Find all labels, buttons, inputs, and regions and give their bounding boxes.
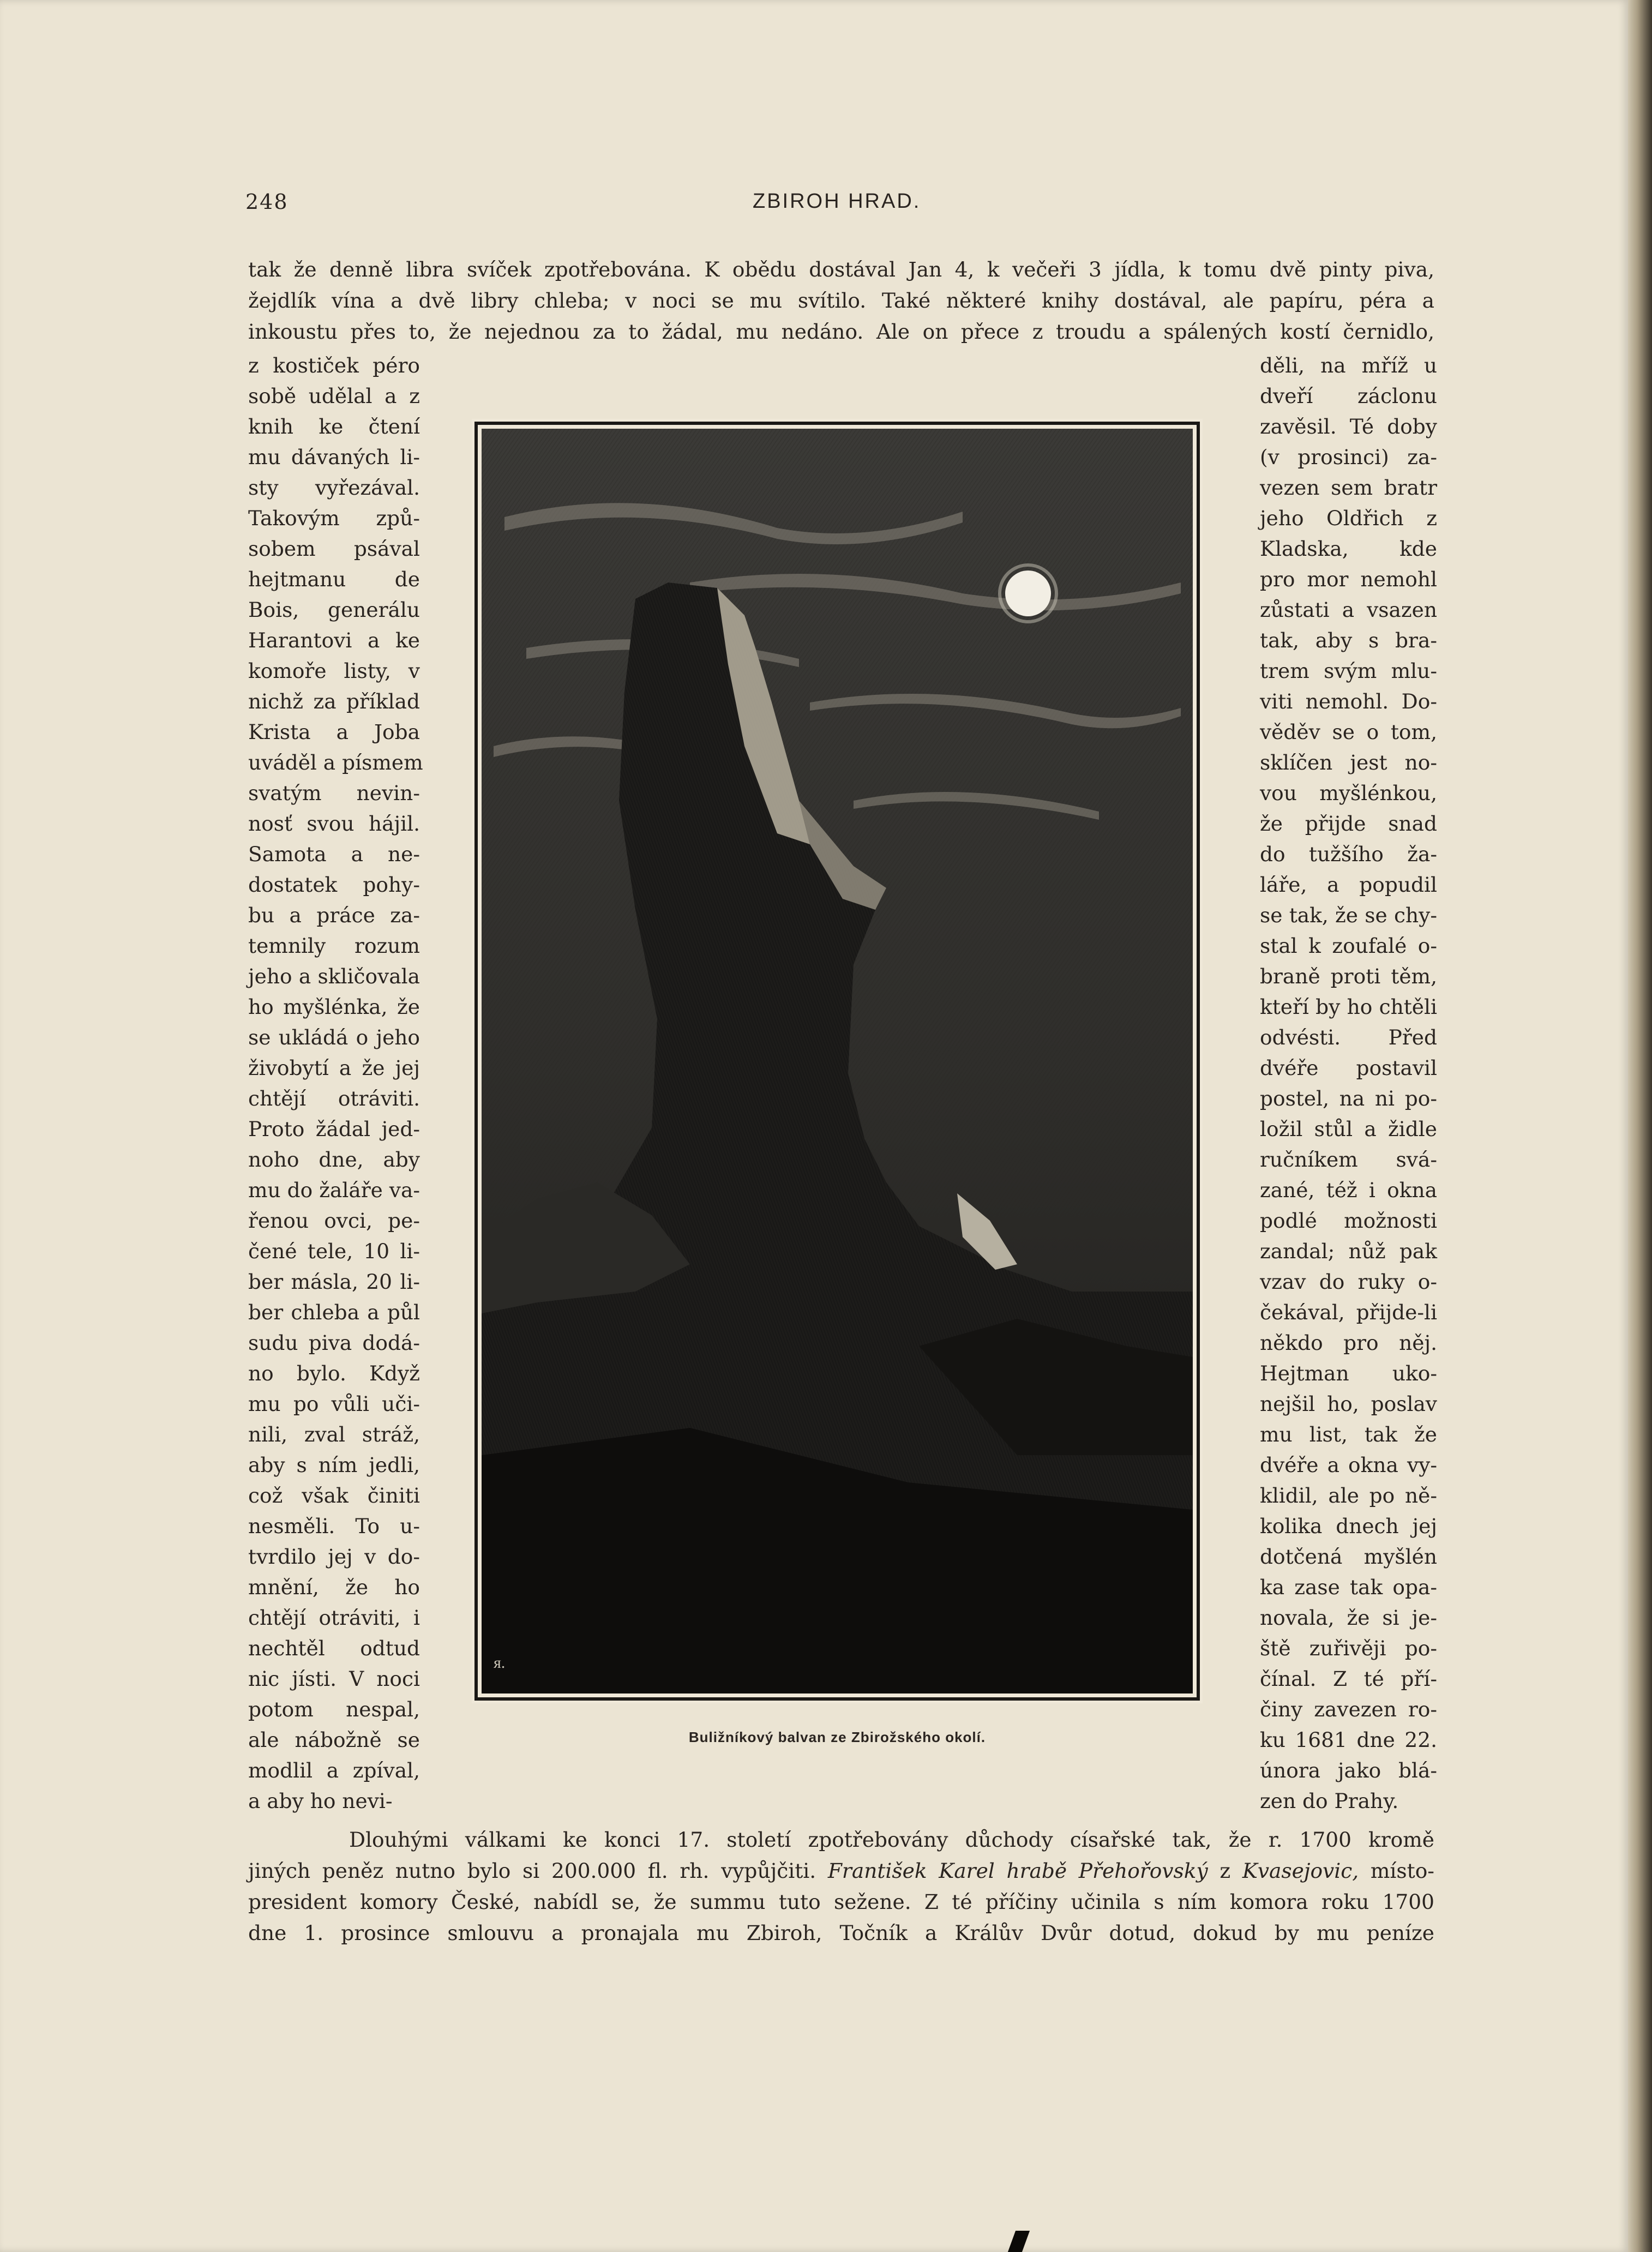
- left-column-line: mu dávaných li-: [248, 445, 420, 469]
- left-column-line: nic jísti. V noci: [248, 1667, 420, 1691]
- right-column-line: zané, též i okna: [1260, 1178, 1437, 1202]
- text-line-2: žejdlík vína a dvě libry chleba; v noci se mu svítilo. Také některé knihy dostával, ale papíru, péra a: [248, 289, 1434, 313]
- text-line-3: inkoustu přes to, že nejednou za to žádal, mu nedáno. Ale on přece z troudu a spálených kostí černidlo,: [248, 320, 1434, 344]
- left-column-line: Bois, generálu: [248, 598, 420, 622]
- right-column-line: postel, na ni po-: [1260, 1086, 1437, 1110]
- right-column-line: podlé možnosti: [1260, 1209, 1437, 1233]
- left-column-line: sudu piva dodá-: [248, 1331, 420, 1355]
- left-column-line: z kostiček péro: [248, 353, 420, 377]
- left-column-line: čené tele, 10 li-: [248, 1239, 420, 1263]
- right-column-line: věděv se o tom,: [1260, 720, 1437, 744]
- right-column-line: trem svým mlu-: [1260, 659, 1437, 683]
- left-column-line: ale nábožně se: [248, 1728, 420, 1752]
- right-column-line: dotčená myšlén: [1260, 1545, 1437, 1569]
- left-column-line: aby s ním jedli,: [248, 1453, 420, 1477]
- right-column-line: dveří záclonu: [1260, 384, 1437, 408]
- right-column-line: činy zavezen ro-: [1260, 1697, 1437, 1721]
- right-column-line: kolika dnech jej: [1260, 1514, 1437, 1538]
- right-column-line: vzav do ruky o-: [1260, 1270, 1437, 1294]
- figure-caption: Buližníkový balvan ze Zbirožského okolí.: [688, 1729, 986, 1745]
- left-column-line: knih ke čtení: [248, 415, 420, 439]
- right-column-line: ložil stůl a židle: [1260, 1117, 1437, 1141]
- left-column-line: ber másla, 20 li-: [248, 1270, 420, 1294]
- text-line-bottom-3: president komory České, nabídl se, že summu tuto sežene. Z té příčiny učinila s ním komora roku 1700: [248, 1890, 1434, 1914]
- right-column-line: února jako blá-: [1260, 1758, 1437, 1782]
- right-column-line: stal k zoufalé o-: [1260, 934, 1437, 958]
- right-column-line: láře, a popudil: [1260, 873, 1437, 897]
- left-column-line: dostatek pohy-: [248, 873, 420, 897]
- left-column-line: tvrdilo jej v do-: [248, 1545, 420, 1569]
- right-column-line: zen do Prahy.: [1260, 1789, 1399, 1813]
- left-column-line: Samota a ne-: [248, 842, 420, 866]
- right-column-line: čekával, přijde-li: [1260, 1300, 1437, 1324]
- right-column-line: Kladska, kde: [1260, 537, 1437, 561]
- text-segment: z: [1208, 1859, 1242, 1883]
- left-column-line: Harantovi a ke: [248, 628, 420, 652]
- right-column-line: pro mor nemohl: [1260, 567, 1437, 591]
- text-line-bottom-4: dne 1. prosince smlouvu a pronajala mu Zbiroh, Točník a Králův Dvůr dotud, dokud by mu peníze: [248, 1921, 1434, 1945]
- right-column-line: kteří by ho chtěli: [1260, 995, 1437, 1019]
- right-column-line: ště zuřivěji po-: [1260, 1636, 1437, 1660]
- left-column-line: Proto žádal jed-: [248, 1117, 420, 1141]
- left-column-line: což však činiti: [248, 1484, 420, 1508]
- engraving-signature: ᴙ.: [494, 1654, 506, 1672]
- right-column-line: zůstati a vsazen: [1260, 598, 1437, 622]
- left-text-column: [248, 350, 423, 1816]
- text-segment: jiných peněz nutno bylo si 200.000 fl. rh. vypůjčiti.: [248, 1859, 828, 1883]
- right-column-line: děli, na mříž u: [1260, 353, 1437, 377]
- right-column-line: ku 1681 dne 22.: [1260, 1728, 1437, 1752]
- left-column-line: temnily rozum: [248, 934, 420, 958]
- left-column-line: nechtěl odtud: [248, 1636, 420, 1660]
- left-column-line: živobytí a že jej: [248, 1056, 420, 1080]
- left-column-line: se ukládá o jeho: [248, 1025, 420, 1049]
- left-column-line: a aby ho nevi-: [248, 1789, 393, 1813]
- right-column-line: někdo pro něj.: [1260, 1331, 1437, 1355]
- page-number: 248: [245, 190, 289, 214]
- left-column-line: ber chleba a půl: [248, 1300, 420, 1324]
- left-column-line: mnění, že ho: [248, 1575, 420, 1599]
- text-line-bottom-1: Dlouhými válkami ke konci 17. století zpotřebovány důchody císařské tak, že r. 1700 kromě: [349, 1828, 1434, 1852]
- left-column-line: svatým nevin-: [248, 781, 420, 805]
- rock-engraving-image: [472, 419, 1203, 1703]
- right-column-line: ka zase tak opa-: [1260, 1575, 1437, 1599]
- right-column-line: tak, aby s bra-: [1260, 628, 1437, 652]
- right-column-line: že přijde snad: [1260, 812, 1437, 836]
- right-column-line: vou myšlénkou,: [1260, 781, 1437, 805]
- left-column-line: nesměli. To u-: [248, 1514, 420, 1538]
- right-text-column: [1260, 350, 1437, 1816]
- right-column-line: viti nemohl. Do-: [1260, 689, 1437, 713]
- left-column-line: potom nespal,: [248, 1697, 420, 1721]
- left-column-line: nichž za příklad: [248, 689, 420, 713]
- right-column-line: klidil, ale po ně-: [1260, 1484, 1437, 1508]
- running-head-title: ZBIROH HRAD.: [753, 190, 921, 213]
- right-column-line: dvéře a okna vy-: [1260, 1453, 1437, 1477]
- right-column-line: (v prosinci) za-: [1260, 445, 1437, 469]
- right-column-line: Hejtman uko-: [1260, 1361, 1437, 1385]
- left-column-line: chtějí otráviti, i: [248, 1606, 420, 1630]
- right-column-line: čínal. Z té pří-: [1260, 1667, 1437, 1691]
- running-head: [0, 190, 1628, 228]
- left-column-line: Krista a Joba: [248, 720, 420, 744]
- italic-name: František Karel hrabě Přehořovský: [827, 1859, 1208, 1883]
- left-column-line: komoře listy, v: [248, 659, 420, 683]
- right-column-line: ručníkem svá-: [1260, 1148, 1437, 1172]
- left-column-line: Takovým způ-: [248, 506, 420, 530]
- right-column-line: mu list, tak že: [1260, 1422, 1437, 1446]
- left-column-line: mu do žaláře va-: [248, 1178, 420, 1202]
- scan-edge: [1628, 0, 1652, 2252]
- right-column-line: novala, že si je-: [1260, 1606, 1437, 1630]
- engraving-illustration: [472, 419, 1203, 1703]
- right-column-line: se tak, že se chy-: [1260, 903, 1437, 927]
- right-column-line: braně proti těm,: [1260, 964, 1437, 988]
- left-column-line: mu po vůli uči-: [248, 1392, 420, 1416]
- left-column-line: řenou ovci, pe-: [248, 1209, 420, 1233]
- right-column-line: odvésti. Před: [1260, 1025, 1437, 1049]
- left-column-line: sty vyřezával.: [248, 476, 420, 500]
- right-column-line: nejšil ho, poslav: [1260, 1392, 1437, 1416]
- left-column-line: sobě udělal a z: [248, 384, 420, 408]
- text-segment: místo-: [1359, 1859, 1434, 1883]
- left-column-line: noho dne, aby: [248, 1148, 420, 1172]
- text-line-1: tak že denně libra svíček zpotřebována. K obědu dostával Jan 4, k večeři 3 jídla, k tomu dvě pinty piva,: [248, 257, 1434, 281]
- right-column-line: sklíčen jest no-: [1260, 750, 1437, 774]
- left-column-line: chtějí otráviti.: [248, 1086, 420, 1110]
- left-column-line: bu a práce za-: [248, 903, 420, 927]
- italic-place: Kvasejovic,: [1242, 1859, 1359, 1883]
- left-column-line: nili, zval stráž,: [248, 1422, 420, 1446]
- left-column-line: jeho a skličovala: [248, 964, 420, 988]
- left-column-line: sobem psával: [248, 537, 420, 561]
- right-column-line: zandal; nůž pak: [1260, 1239, 1437, 1263]
- left-column-line: uváděl a písmem: [248, 750, 423, 774]
- left-column-line: nosť svou hájil.: [248, 812, 420, 836]
- right-column-line: vezen sem bratr: [1260, 476, 1437, 500]
- left-column-line: ho myšlénka, že: [248, 995, 420, 1019]
- left-column-line: hejtmanu de: [248, 567, 420, 591]
- left-column-line: modlil a zpíval,: [248, 1758, 420, 1782]
- right-column-line: do tužšího ža-: [1260, 842, 1437, 866]
- right-column-line: dvéře postavil: [1260, 1056, 1437, 1080]
- text-line-bottom-2: [248, 1855, 1434, 1886]
- right-column-line: jeho Oldřich z: [1260, 506, 1437, 530]
- right-column-line: zavěsil. Té doby: [1260, 415, 1437, 439]
- left-column-line: no bylo. Když: [248, 1361, 420, 1385]
